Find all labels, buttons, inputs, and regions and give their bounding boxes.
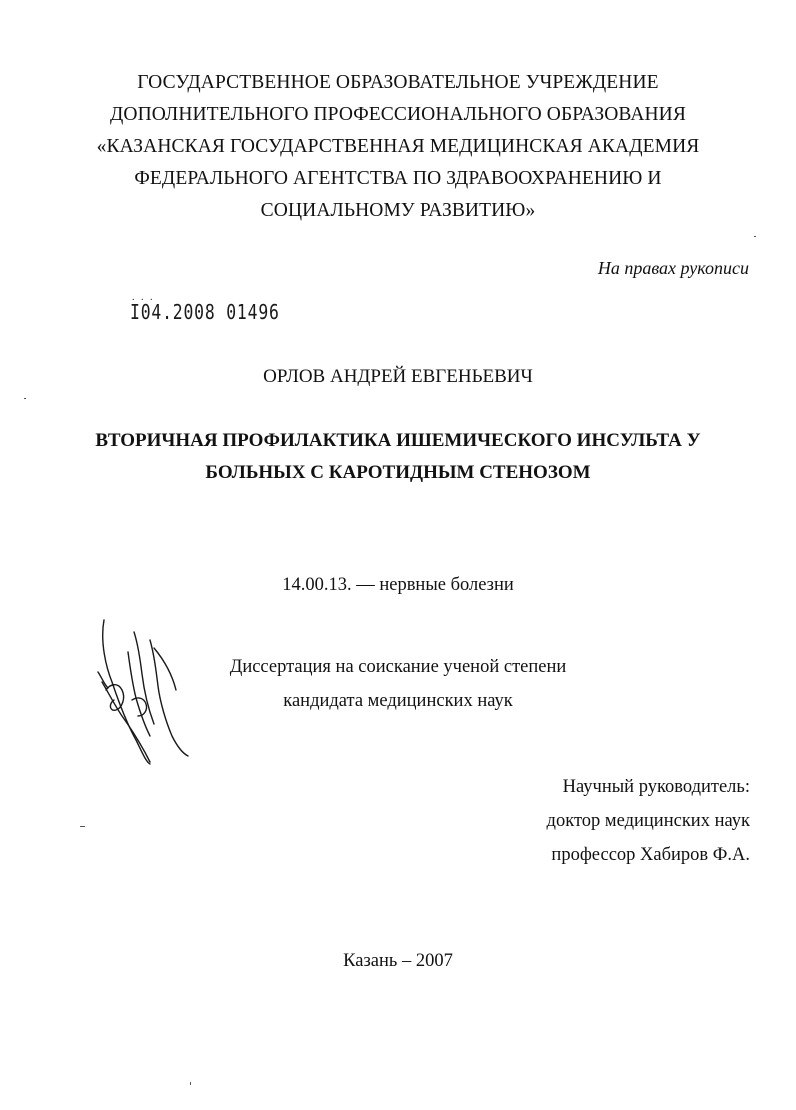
degree-line-2: кандидата медицинских наук [283, 691, 513, 711]
city-year: Казань – 2007 [343, 951, 453, 971]
title-line-1: ВТОРИЧНАЯ ПРОФИЛАКТИКА ИШЕМИЧЕСКОГО ИНСУЛЬТА У [95, 430, 701, 451]
institution-line-4: ФЕДЕРАЛЬНОГО АГЕНТСТВА ПО ЗДРАВООХРАНЕНИЮ И [134, 168, 662, 189]
degree-line-1: Диссертация на соискание ученой степени [229, 657, 567, 677]
scan-speck [754, 236, 756, 237]
institution-line-1: ГОСУДАРСТВЕННОЕ ОБРАЗОВАТЕЛЬНОЕ УЧРЕЖДЕНИЕ [137, 72, 659, 93]
handwritten-signature [92, 612, 202, 772]
manuscript-note: На правах рукописи [597, 258, 749, 278]
supervisor-heading: Научный руководитель: [562, 777, 750, 797]
institution-line-2: ДОПОЛНИТЕЛЬНОГО ПРОФЕССИОНАЛЬНОГО ОБРАЗОВАНИЯ [110, 104, 686, 125]
institution-line-5: СОЦИАЛЬНОМУ РАЗВИТИЮ» [260, 200, 536, 221]
supervisor-degree: доктор медицинских наук [546, 811, 750, 831]
author-name: ОРЛОВ АНДРЕЙ ЕВГЕНЬЕВИЧ [263, 366, 533, 387]
institution-line-3: «КАЗАНСКАЯ ГОСУДАРСТВЕННАЯ МЕДИЦИНСКАЯ АКАДЕМИЯ [96, 136, 700, 157]
specialty-code: 14.00.13. — нервные болезни [282, 575, 514, 595]
scan-speck [80, 826, 85, 827]
scan-speck [24, 398, 26, 399]
scan-speck [190, 1082, 191, 1085]
title-line-2: БОЛЬНЫХ С КАРОТИДНЫМ СТЕНОЗОМ [205, 462, 591, 483]
catalog-stamp-number: I04.2008 01496 [130, 300, 280, 324]
stamp-dots: . . . [132, 292, 155, 303]
supervisor-name: профессор Хабиров Ф.А. [551, 845, 750, 865]
